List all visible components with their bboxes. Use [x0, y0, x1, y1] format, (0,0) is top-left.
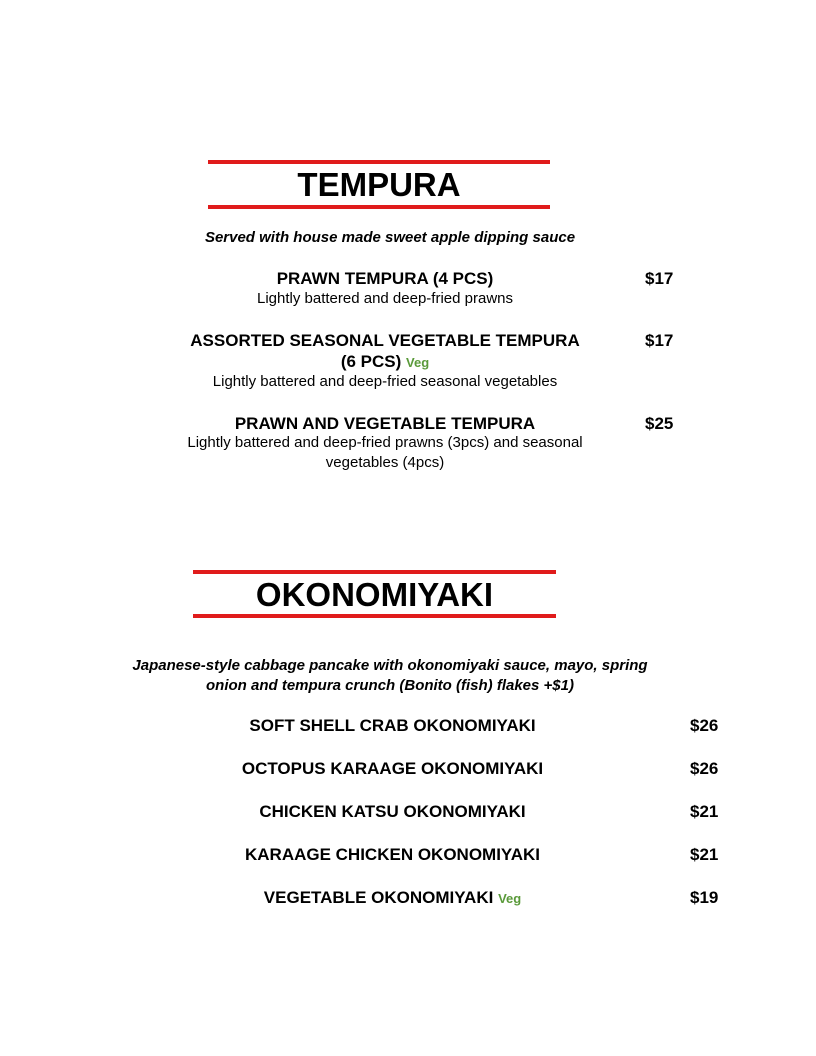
veg-badge: Veg	[498, 891, 522, 906]
menu-item-name: SOFT SHELL CRAB OKONOMIYAKI	[249, 716, 536, 735]
okonomiyaki-bottom-rule	[193, 614, 556, 618]
veg-badge: Veg	[406, 355, 430, 370]
tempura-intro: Served with house made sweet apple dipping sauce	[204, 229, 576, 246]
menu-item-description-continued: vegetables (4pcs)	[325, 454, 445, 471]
menu-item-name-line2: (6 PCS)	[340, 352, 402, 371]
menu-item-description: Lightly battered and deep-fried prawns	[257, 290, 513, 307]
menu-item-description: Lightly battered and deep-fried seasonal vegetables	[212, 373, 558, 390]
menu-item-name-continued	[160, 351, 610, 373]
okonomiyaki-intro: Japanese-style cabbage pancake with okonomiyaki sauce, mayo, spring	[132, 657, 648, 674]
menu-item-row	[185, 887, 600, 909]
tempura-bottom-rule	[208, 205, 550, 209]
menu-item-price: $26	[690, 716, 719, 735]
menu-item-name: PRAWN TEMPURA (4 PCS)	[276, 269, 494, 288]
menu-item-name: OCTOPUS KARAAGE OKONOMIYAKI	[241, 759, 544, 778]
menu-item-price: $19	[690, 888, 719, 907]
okonomiyaki-intro-continued: onion and tempura crunch (Bonito (fish) flakes +$1)	[206, 677, 574, 694]
menu-item-description: Lightly battered and deep-fried prawns (3pcs) and seasonal	[187, 434, 583, 451]
tempura-top-rule	[208, 160, 550, 164]
okonomiyaki-title: OKONOMIYAKI	[255, 576, 494, 613]
menu-item-price: $17	[645, 269, 674, 288]
menu-item-price: $21	[690, 802, 719, 821]
okonomiyaki-top-rule	[193, 570, 556, 574]
menu-item-name: VEGETABLE OKONOMIYAKI	[263, 888, 494, 907]
menu-item-name: ASSORTED SEASONAL VEGETABLE TEMPURA	[190, 331, 580, 350]
menu-item-price: $21	[690, 845, 719, 864]
menu-item-price: $26	[690, 759, 719, 778]
menu-item-name: KARAAGE CHICKEN OKONOMIYAKI	[244, 845, 540, 864]
menu-item-name: PRAWN AND VEGETABLE TEMPURA	[234, 414, 536, 433]
menu-item-name: CHICKEN KATSU OKONOMIYAKI	[259, 802, 526, 821]
menu-item-price: $17	[645, 331, 674, 350]
tempura-title: TEMPURA	[297, 166, 461, 203]
menu-item-price: $25	[645, 414, 674, 433]
